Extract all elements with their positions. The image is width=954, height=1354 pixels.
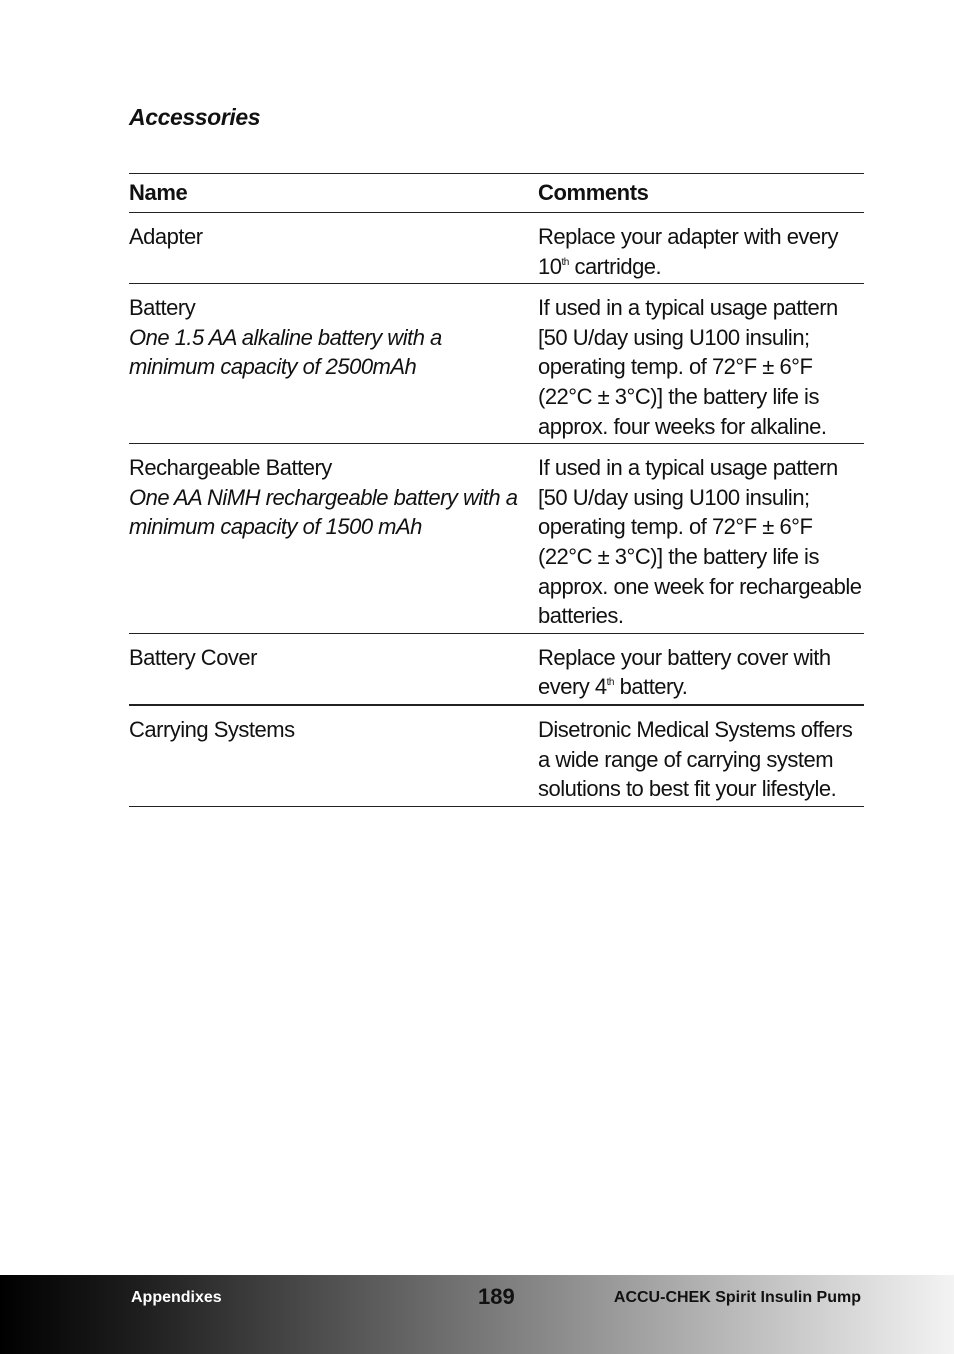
table-row [129, 213, 864, 284]
accessory-detail: One AA NiMH rechargeable battery with a minimum capacity of 1500 mAh [129, 484, 518, 540]
ordinal-suffix: th [606, 677, 614, 689]
comment-text-end: battery. [614, 674, 688, 700]
row-comment-cell [538, 643, 864, 702]
accessory-name: Rechargeable Battery [129, 455, 332, 481]
column-header-name: Name [129, 180, 188, 205]
comment-text-end: cartridge. [568, 253, 662, 279]
table-row [129, 284, 864, 444]
comment-text: Replace your battery cover with every 4 [538, 644, 831, 700]
table-row [129, 706, 864, 807]
table-row [129, 444, 864, 634]
row-comment-cell [538, 293, 864, 441]
section-title: Accessories [129, 104, 261, 130]
ordinal-suffix: th [561, 256, 569, 268]
row-comment-cell [538, 222, 864, 281]
footer-bar [0, 1275, 954, 1354]
comment-text: Disetronic Medical Systems offers a wide range of carrying system solutions to best fit your lifestyle. [538, 716, 853, 802]
comment-text: If used in a typical usage pattern [50 U/day using U100 insulin; operating temp. of 72°F ± 6°F (22°C ± 3°C)] the battery life is approx. four weeks for alkaline. [538, 295, 838, 439]
footer-section-name: Appendixes [131, 1289, 222, 1306]
accessories-table [129, 173, 864, 807]
page-number: 189 [478, 1284, 515, 1309]
row-comment-cell [538, 453, 864, 631]
column-header-comments: Comments [538, 180, 649, 205]
accessory-name: Battery Cover [129, 644, 257, 670]
comment-text: Replace your adapter with every 10 [538, 224, 838, 279]
row-name-cell [129, 293, 538, 441]
comment-text: If used in a typical usage pattern [50 U/day using U100 insulin; operating temp. of 72°F ± 6°F (22°C ± 3°C)] the battery life is approx. one week for rechargeable batteries. [538, 455, 862, 629]
table-row [129, 634, 864, 706]
row-name-cell [129, 643, 538, 702]
row-name-cell [129, 222, 538, 281]
table-header-row [129, 174, 864, 213]
accessory-name: Battery [129, 295, 196, 321]
accessory-name: Carrying Systems [129, 716, 295, 742]
row-name-cell [129, 715, 538, 804]
row-name-cell [129, 453, 538, 631]
footer-product-name: ACCU-CHEK Spirit Insulin Pump [613, 1289, 861, 1306]
accessory-detail: One 1.5 AA alkaline battery with a minimum capacity of 2500mAh [129, 324, 442, 380]
row-comment-cell [538, 715, 864, 804]
accessory-name: Adapter [129, 224, 203, 249]
